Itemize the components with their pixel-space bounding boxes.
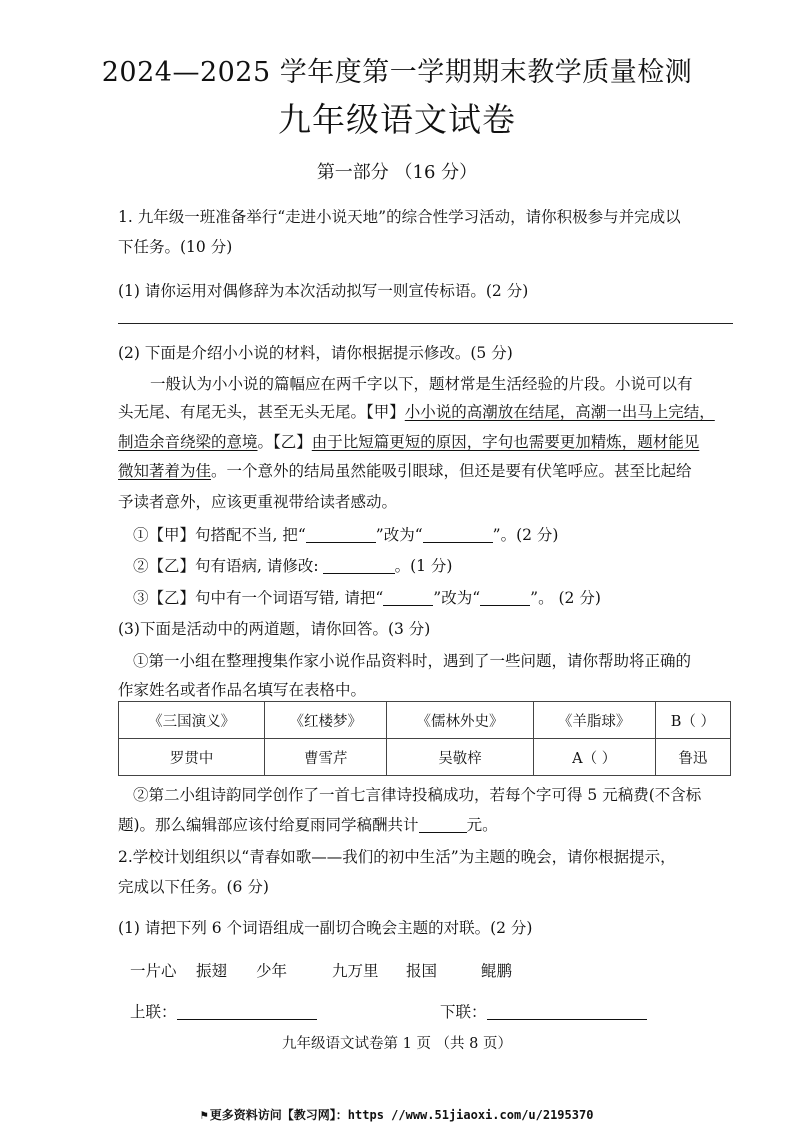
item2-blank[interactable] [323,557,395,574]
q1-sub2: (2) 下面是介绍小小说的材料，请你根据提示修改。(5 分) [118,344,513,362]
item3-text-a: ③【乙】句中有一个词语写错, 请把“ [133,589,384,607]
word-item: 一片心 [130,962,177,980]
item1-text-b: ”改为“ [375,526,423,544]
passage-line2-text: 头无尾、有尾无头，甚至无头无尾。【甲】 [118,403,405,421]
item1-blank-from[interactable] [306,526,376,543]
passage-line3-text: 。【乙】 [257,433,312,451]
passage-line2 [118,401,715,423]
q1-sub3-2-line2 [118,814,498,836]
table-cell: 鲁迅 [655,739,730,776]
passage-line3 [118,431,699,453]
q2-stem-line1: 2.学校计划组织以“青春如歌——我们的初中生活”为主题的晚会，请你根据提示， [118,848,676,866]
item2-text-b: 。(1 分) [394,557,453,575]
table-cell-blank-b[interactable]: B（ ） [655,702,730,739]
q1-sub1: (1) 请你运用对偶修辞为本次活动拟写一则宣传标语。(2 分) [118,282,529,300]
passage-underline-jia-cont: 制造余音绕梁的意境 [118,433,258,451]
resource-link-text[interactable]: 更多资料访问【教习网】：https //www.51jiaoxi.com/u/2195370 [209,1108,594,1122]
lower-couplet [440,1001,647,1023]
item3-text-b: ”改为“ [433,589,481,607]
item3-blank-from[interactable] [383,589,433,606]
item1-blank-to[interactable] [423,526,493,543]
passage-line5: 予读者意外，应该更重视带给读者感动。 [118,493,398,511]
item2-text-a: ②【乙】句有语病, 请修改: [133,557,319,575]
works-authors-table [118,701,731,776]
table-cell: 曹雪芹 [265,739,387,776]
q1-item2 [133,555,452,577]
table-cell-blank-a[interactable]: A（ ） [533,739,655,776]
q1-stem-line1: 1. 九年级一班准备举行“走进小说天地”的综合性学习活动，请你积极参与并完成以 [118,208,681,226]
resource-link[interactable] [0,1106,794,1123]
table-cell: 吴敬梓 [387,739,533,776]
item3-blank-to[interactable] [480,589,530,606]
item1-text-c: ”。(2 分) [492,526,559,544]
passage-underline-yi: 由于比短篇更短的原因，字句也需要更加精炼，题材能见 [311,433,700,451]
page-footer: 九年级语文试卷第 1 页 （共 8 页） [282,1036,512,1052]
q1-stem-line2: 下任务。(10 分) [118,238,233,256]
passage-line4-text: 。一个意外的结局虽然能吸引眼球，但还是要有伏笔呼应。甚至比起给 [211,462,692,480]
table-cell: 《羊脂球》 [533,702,655,739]
table-cell: 罗贯中 [119,739,265,776]
q1-item3 [133,587,601,609]
lower-couplet-label: 下联： [440,1003,487,1021]
exam-title-line1: 2024—2025 学年度第一学期期末教学质量检测 [101,57,693,88]
item3-text-c: ”。 (2 分) [530,589,601,607]
answer-line-slogan[interactable] [118,323,733,324]
upper-couplet-label: 上联： [130,1003,177,1021]
flag-icon: ⚑ [200,1108,208,1122]
passage-underline-jia: 小小说的高潮放在结尾，高潮一出马上完结， [404,403,715,421]
q2-sub1: (1) 请把下列 6 个词语组成一副切合晚会主题的对联。(2 分) [118,919,533,937]
table-cell: 《三国演义》 [119,702,265,739]
word-item: 鲲鹏 [481,962,513,980]
table-row-works [119,702,731,739]
lower-couplet-blank[interactable] [487,1003,647,1020]
word-item: 少年 [256,962,288,980]
upper-couplet [130,1001,317,1023]
sub3-2-text-b: 元。 [466,816,498,834]
word-item: 振翅 [196,962,228,980]
table-row-authors [119,739,731,776]
q1-sub3-2-line1: ②第二小组诗韵同学创作了一首七言律诗投稿成功，若每个字可得 5 元稿费(不含标 [133,786,702,804]
passage-underline-yi-cont: 微知著着为佳 [118,462,212,480]
passage-line1: 一般认为小小说的篇幅应在两千字以下，题材常是生活经验的片段。小说可以有 [150,375,693,393]
item1-text-a: ①【甲】句搭配不当, 把“ [133,526,306,544]
q1-item1 [133,524,558,546]
table-cell: 《儒林外史》 [387,702,533,739]
upper-couplet-blank[interactable] [177,1003,317,1020]
exam-title-line2: 九年级语文试卷 [278,100,516,139]
table-cell: 《红楼梦》 [265,702,387,739]
q2-stem-line2: 完成以下任务。(6 分) [118,878,269,896]
word-item: 九万里 [332,962,379,980]
q1-sub3-1-line2: 作家姓名或者作品名填写在表格中。 [118,681,367,699]
fee-blank[interactable] [419,816,467,833]
passage-line4 [118,460,692,482]
q1-sub3: (3)下面是活动中的两道题，请你回答。(3 分) [118,620,431,638]
q1-sub3-1-line1: ①第一小组在整理搜集作家小说作品资料时，遇到了一些问题，请你帮助将正确的 [133,652,692,670]
section-heading: 第一部分 （16 分） [316,162,478,183]
sub3-2-text-a: 题)。那么编辑部应该付给夏雨同学稿酬共计 [118,816,419,834]
word-item: 报国 [406,962,438,980]
